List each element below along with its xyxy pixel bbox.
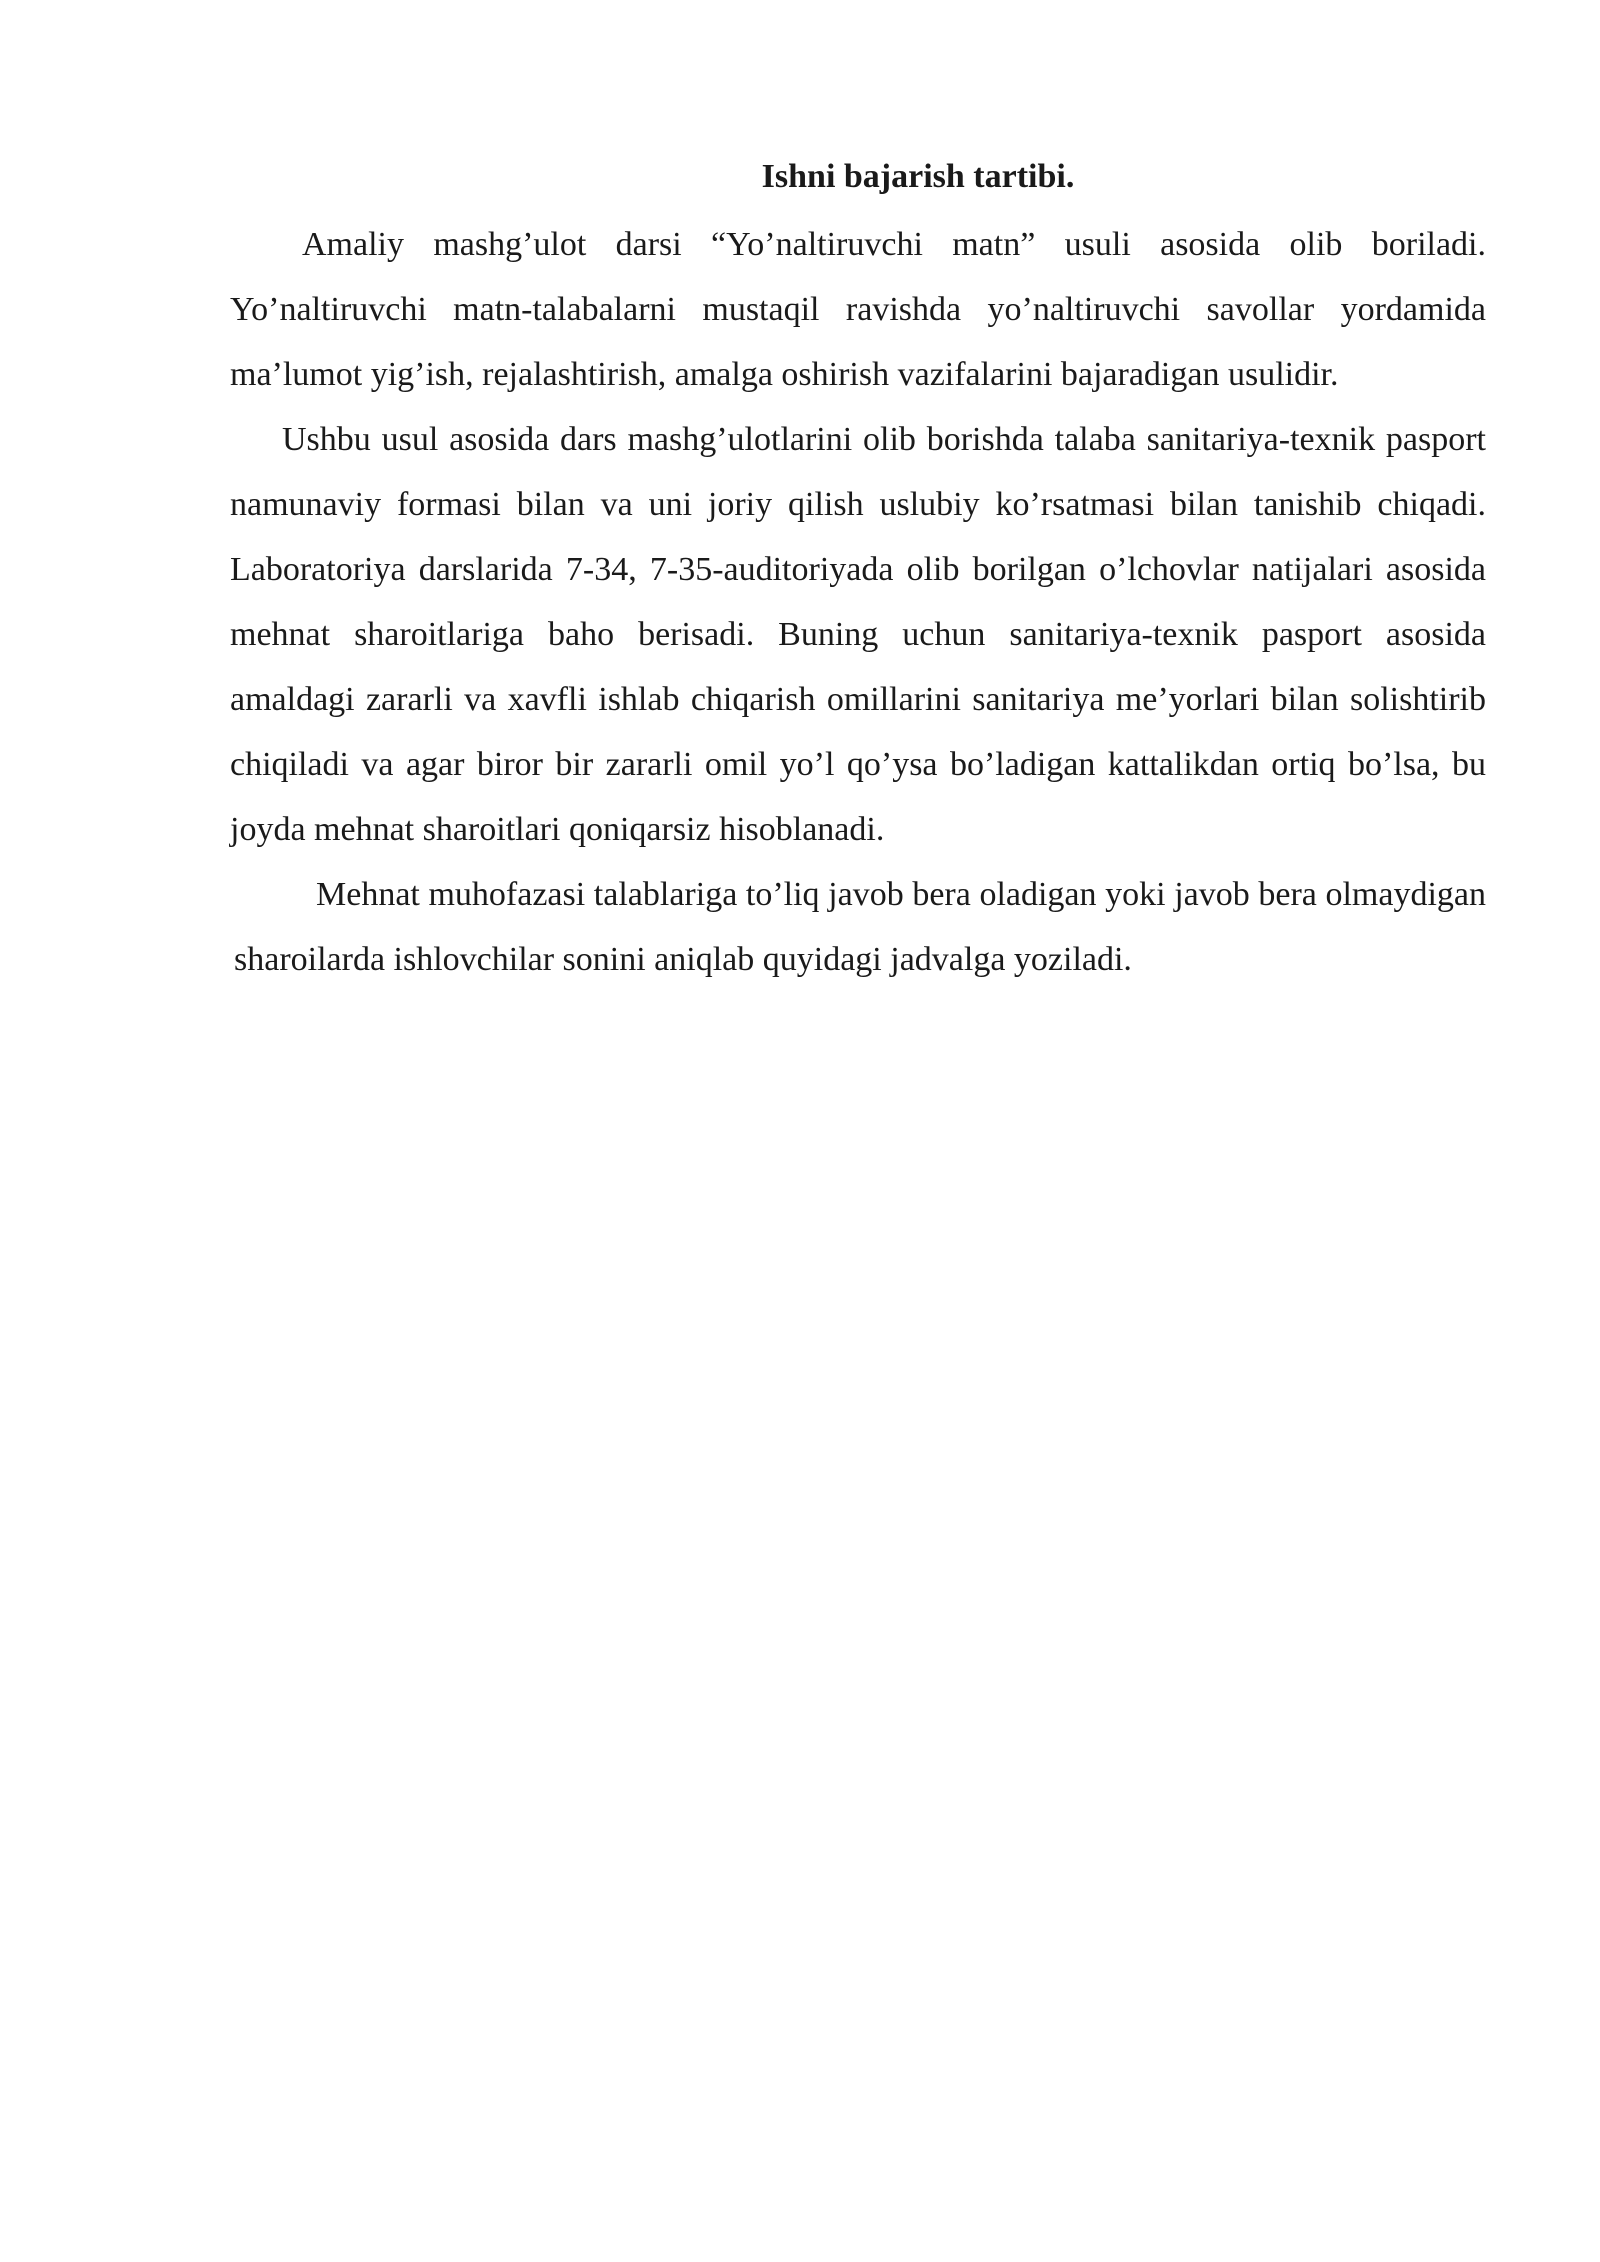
paragraph-method-description: Amaliy mashg’ulot darsi “Yo’naltiruvchi matn” usuli asosida olib boriladi. Yo’naltiruvchi matn-talabalarni mustaqil ravishda yo’naltiruvchi savollar yordamida ma’lumot yig’ish, rejalashtirish, amalga oshirish vazifalarini bajaradigan usulidir. bbox=[230, 226, 1486, 393]
document-body bbox=[230, 148, 1486, 992]
paragraph-workers-count: Mehnat muhofazasi talablariga to’liq javob bera oladigan yoki javob bera olmaydigan sharoilarda ishlovchilar sonini aniqlab quyidagi jadvalga yoziladi. bbox=[234, 876, 1486, 978]
paragraph-sanitary-passport: Ushbu usul asosida dars mashg’ulotlarini olib borishda talaba sanitariya-texnik pasport namunaviy formasi bilan va uni joriy qilish uslubiy ko’rsatmasi bilan tanishib chiqadi. Laboratoriya darslarida 7-34, 7-35-auditoriyada olib borilgan o’lchovlar natijalari asosida mehnat sharoitlariga baho berisadi. Buning uchun sanitariya-texnik pasport asosida amaldagi zararli va xavfli ishlab chiqarish omillarini sanitariya me’yorlari bilan solishtirib chiqiladi va agar biror bir zararli omil yo’l qo’ysa bo’ladigan kattalikdan ortiq bo’lsa, bu joyda mehnat sharoitlari qoniqarsiz hisoblanadi. bbox=[230, 421, 1486, 848]
section-title: Ishni bajarish tartibi. bbox=[761, 158, 1075, 195]
